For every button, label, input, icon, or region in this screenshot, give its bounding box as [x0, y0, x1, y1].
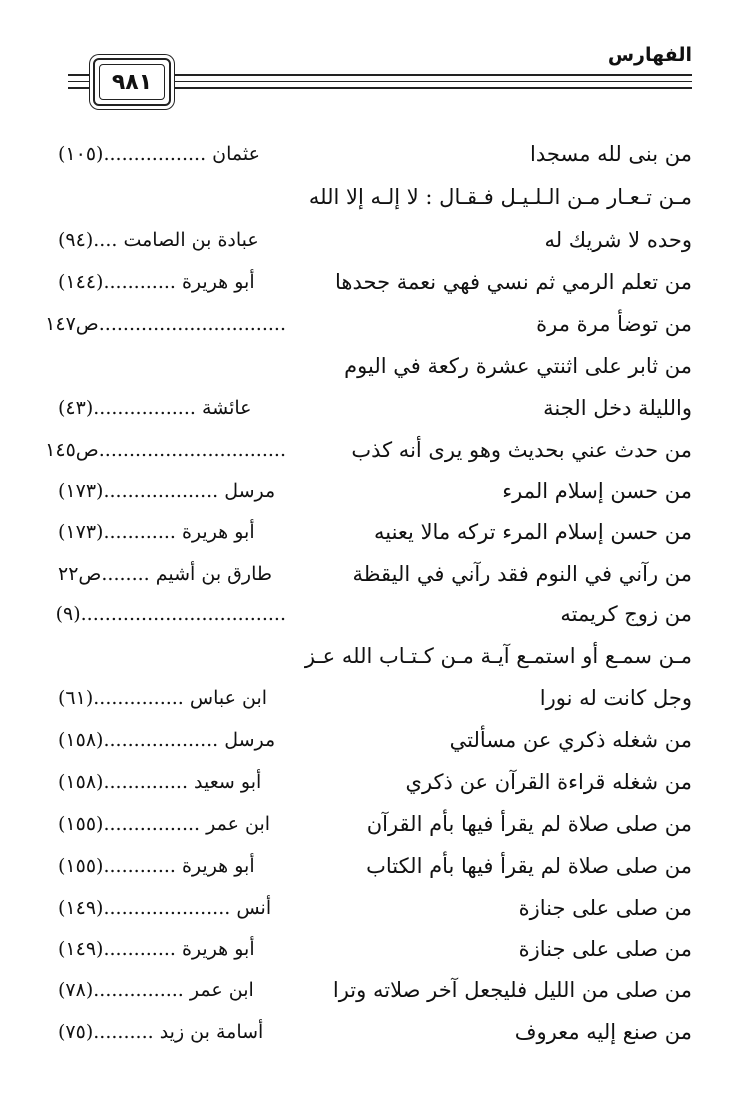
hadith-text: مـن تـعـار مـن الـلـيـل فـقـال : لا إلـه إلا الله	[308, 185, 692, 209]
hadith-text: من شغله قراءة القرآن عن ذكري	[405, 770, 692, 794]
narrator-reference: مرسل ...................(١٥٨)	[58, 729, 276, 751]
page-header-title: الفهارس	[607, 44, 692, 66]
index-entry	[58, 177, 692, 217]
hadith-text: من صنع إليه معروف	[514, 1020, 692, 1044]
narrator-reference: ..................................(٩)	[55, 603, 286, 625]
hadith-text: من حدث عني بحديث وهو يرى أنه كذب	[351, 438, 692, 462]
narrator-reference: مرسل ...................(١٧٣)	[58, 480, 276, 502]
page-number: ٩٨١	[111, 69, 153, 95]
index-entry	[58, 134, 692, 174]
index-entry	[58, 636, 692, 676]
hadith-text: من صلى على جنازة	[518, 896, 692, 920]
narrator-reference: ...............................ص١٤٧	[45, 313, 286, 335]
hadith-text: مـن سمـع أو استمـع آيـة مـن كـتـاب الله عـز	[304, 644, 692, 668]
narrator-reference: عائشة .................(٤٣)	[58, 397, 252, 419]
narrator-reference: ابن عمر ...............(٧٨)	[58, 979, 254, 1001]
narrator-reference: ابن عمر ................(١٥٥)	[58, 813, 271, 835]
index-entry	[58, 929, 692, 969]
index-entry	[58, 262, 692, 302]
index-entry	[58, 220, 692, 260]
hadith-text: من توضأ مرة مرة	[536, 312, 692, 336]
index-entry	[58, 970, 692, 1010]
hadith-text: من شغله ذكري عن مسألتي	[449, 728, 692, 752]
index-entry	[58, 1012, 692, 1052]
index-entry	[58, 762, 692, 802]
narrator-reference: أبو هريرة ............(١٤٩)	[58, 938, 255, 960]
hadith-text: والليلة دخل الجنة	[543, 396, 692, 420]
narrator-reference: أبو سعيد ..............(١٥٨)	[58, 771, 262, 793]
narrator-reference: أبو هريرة ............(١٤٤)	[58, 271, 255, 293]
narrator-reference: طارق بن أشيم ........ص٢٢	[58, 563, 272, 585]
narrator-reference: أنس .....................(١٤٩)	[58, 897, 272, 919]
narrator-reference: ابن عباس ...............(٦١)	[58, 687, 268, 709]
index-entry	[58, 888, 692, 928]
narrator-reference: عبادة بن الصامت ....(٩٤)	[58, 229, 259, 251]
hadith-text: من بنى لله مسجدا	[530, 142, 692, 166]
index-entry	[58, 471, 692, 511]
index-entry	[58, 804, 692, 844]
index-entry	[45, 430, 692, 470]
hadith-text: من زوج كريمته	[560, 602, 692, 626]
index-entry	[45, 304, 692, 344]
hadith-text: من حسن إسلام المرء	[502, 479, 692, 503]
index-entry	[58, 554, 692, 594]
hadith-text: من صلى من الليل فليجعل آخر صلاته وترا	[332, 978, 692, 1002]
hadith-text: من رآني في النوم فقد رآني في اليقظة	[352, 562, 692, 586]
hadith-text: وحده لا شريك له	[544, 228, 692, 252]
index-entry	[58, 346, 692, 386]
narrator-reference: عثمان .................(١٠٥)	[58, 143, 260, 165]
hadith-text: وجل كانت له نورا	[539, 686, 692, 710]
index-entry	[58, 720, 692, 760]
hadith-text: من صلى صلاة لم يقرأ فيها بأم الكتاب	[366, 854, 692, 878]
hadith-text: من ثابر على اثنتي عشرة ركعة في اليوم	[344, 354, 692, 378]
hadith-text: من صلى على جنازة	[518, 937, 692, 961]
narrator-reference: أسامة بن زيد ..........(٧٥)	[58, 1021, 264, 1043]
narrator-reference: أبو هريرة ............(١٧٣)	[58, 521, 255, 543]
hadith-text: من حسن إسلام المرء تركه مالا يعنيه	[373, 520, 692, 544]
index-entry	[58, 678, 692, 718]
index-entry	[55, 594, 692, 634]
index-entry	[58, 846, 692, 886]
index-entry	[58, 512, 692, 552]
index-entry	[58, 388, 692, 428]
hadith-text: من تعلم الرمي ثم نسي فهي نعمة جحدها	[335, 270, 692, 294]
narrator-reference: أبو هريرة ............(١٥٥)	[58, 855, 255, 877]
narrator-reference: ...............................ص١٤٥	[45, 439, 286, 461]
hadith-text: من صلى صلاة لم يقرأ فيها بأم القرآن	[366, 812, 692, 836]
